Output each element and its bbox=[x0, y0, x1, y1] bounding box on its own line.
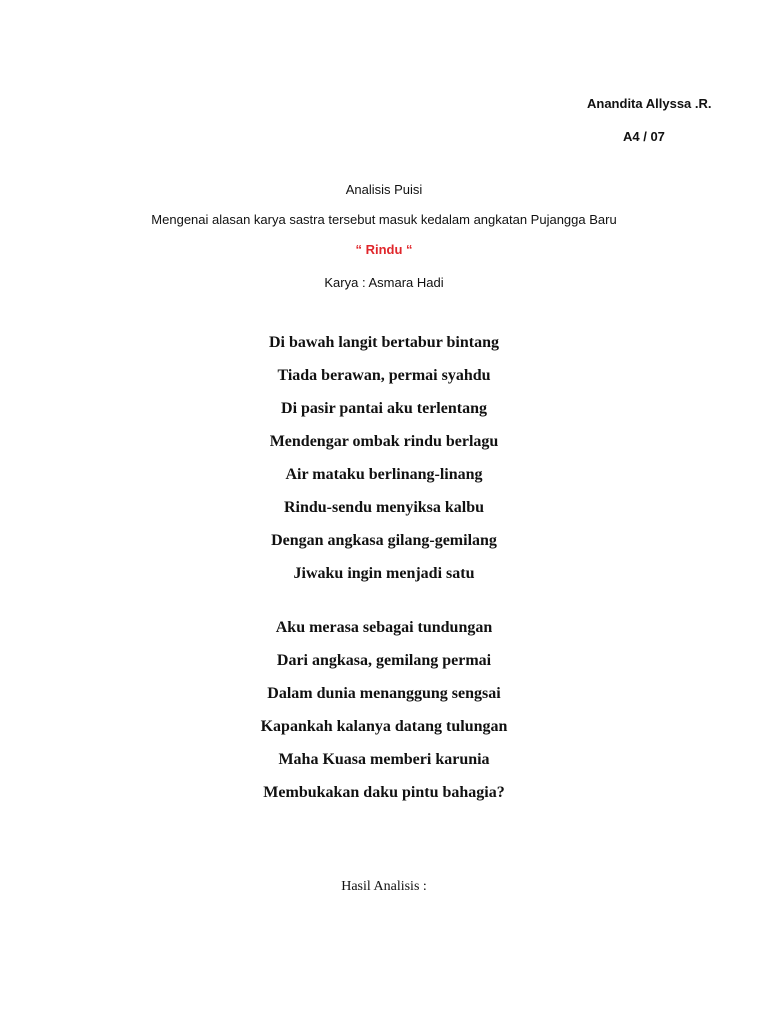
poem-line: Membukakan daku pintu bahagia? bbox=[263, 784, 505, 801]
poem-line: Jiwaku ingin menjadi satu bbox=[293, 565, 475, 582]
author-name: Anandita Allyssa .R. bbox=[587, 96, 712, 111]
poem-line: Air mataku berlinang-linang bbox=[285, 466, 483, 483]
poem-stanza-2 bbox=[0, 611, 768, 809]
poem-line: Mendengar ombak rindu berlagu bbox=[269, 433, 499, 450]
poem-author: Karya : Asmara Hadi bbox=[324, 275, 444, 290]
author-class-number: A4 / 07 bbox=[623, 129, 665, 144]
poem-line: Rindu-sendu menyiksa kalbu bbox=[283, 499, 485, 516]
analysis-subtitle: Mengenai alasan karya sastra tersebut masuk kedalam angkatan Pujangga Baru bbox=[151, 212, 617, 227]
poem-line: Di pasir pantai aku terlentang bbox=[281, 400, 487, 417]
poem-line: Tiada berawan, permai syahdu bbox=[277, 367, 491, 384]
poem-line: Maha Kuasa memberi karunia bbox=[278, 751, 490, 768]
poem-line: Dengan angkasa gilang-gemilang bbox=[271, 532, 497, 549]
poem-line: Aku merasa sebagai tundungan bbox=[275, 619, 493, 636]
poem-line: Di bawah langit bertabur bintang bbox=[269, 334, 499, 351]
poem-line: Dalam dunia menanggung sengsai bbox=[267, 685, 501, 702]
analysis-heading: Analisis Puisi bbox=[345, 182, 423, 197]
poem-title: “ Rindu “ bbox=[355, 242, 413, 257]
poem-line: Kapankah kalanya datang tulungan bbox=[260, 718, 508, 735]
poem-stanza-1 bbox=[0, 326, 768, 590]
result-heading: Hasil Analisis : bbox=[341, 879, 427, 894]
poem-line: Dari angkasa, gemilang permai bbox=[276, 652, 492, 669]
